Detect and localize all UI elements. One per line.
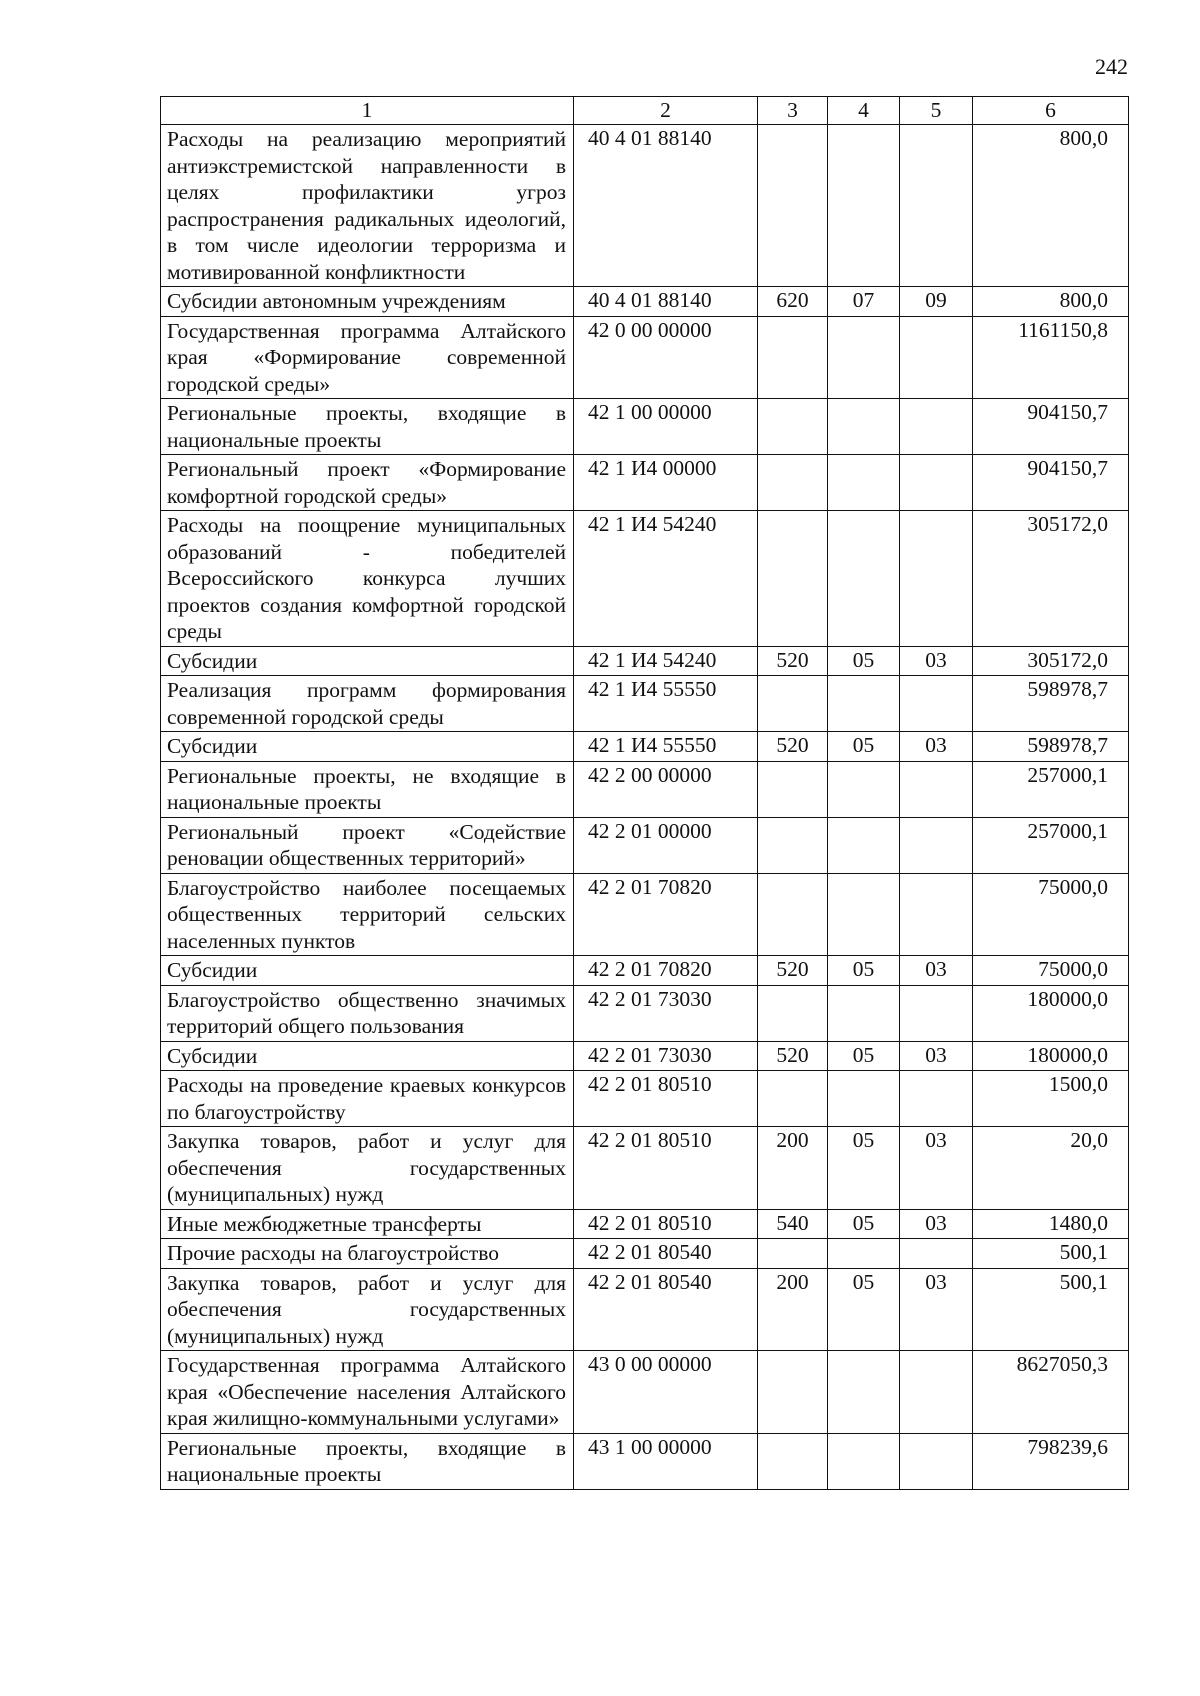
target-code-cell: 43 0 00 00000 [574,1351,758,1434]
subsection-cell: 03 [900,1041,973,1071]
amount-cell: 904150,7 [973,455,1129,511]
item-name-cell: Реализация программ формирования современной городской среды [161,676,574,732]
amount-cell: 257000,1 [973,817,1129,873]
table-row [161,646,1129,676]
amount-cell: 180000,0 [973,985,1129,1041]
target-code-cell: 42 2 00 00000 [574,761,758,817]
subsection-cell [900,873,973,956]
target-code-cell: 42 1 И4 00000 [574,455,758,511]
subsection-cell [900,125,973,287]
subsection-cell: 03 [900,1209,973,1239]
amount-cell: 1480,0 [973,1209,1129,1239]
table-row [161,316,1129,399]
subsection-cell [900,1351,973,1434]
section-cell [828,316,900,399]
target-code-cell: 40 4 01 88140 [574,287,758,317]
subsection-cell: 09 [900,287,973,317]
expense-type-cell [758,455,828,511]
expense-type-cell: 520 [758,732,828,762]
target-code-cell: 42 1 И4 55550 [574,732,758,762]
section-cell [828,1071,900,1127]
item-name-cell: Региональные проекты, входящие в национальные проекты [161,1433,574,1489]
page-number: 242 [1095,54,1128,79]
item-name-cell: Иные межбюджетные трансферты [161,1209,574,1239]
subsection-cell [900,1433,973,1489]
target-code-cell: 42 1 И4 54240 [574,646,758,676]
target-code-cell: 42 2 01 80510 [574,1209,758,1239]
item-name-cell: Расходы на поощрение муниципальных образований - победителей Всероссийского конкурса лучших проектов создания комфортной городской среды [161,511,574,647]
target-code-cell: 43 1 00 00000 [574,1433,758,1489]
header-cell-1: 1 [161,97,574,125]
table-row [161,1268,1129,1351]
header-cell-6: 6 [973,97,1129,125]
subsection-cell [900,817,973,873]
item-name-cell: Закупка товаров, работ и услуг для обеспечения государственных (муниципальных) нужд [161,1268,574,1351]
expense-type-cell: 520 [758,646,828,676]
target-code-cell: 42 2 01 70820 [574,873,758,956]
table-row [161,1209,1129,1239]
item-name-cell: Региональный проект «Содействие реновации общественных территорий» [161,817,574,873]
expense-type-cell [758,761,828,817]
expense-type-cell [758,1433,828,1489]
subsection-cell [900,511,973,647]
item-name-cell: Региональные проекты, не входящие в национальные проекты [161,761,574,817]
subsection-cell [900,985,973,1041]
target-code-cell: 42 1 00 00000 [574,399,758,455]
table-row [161,732,1129,762]
amount-cell: 75000,0 [973,873,1129,956]
item-name-cell: Благоустройство наиболее посещаемых общественных территорий сельских населенных пунктов [161,873,574,956]
table-row [161,287,1129,317]
target-code-cell: 42 2 01 70820 [574,956,758,986]
table-row [161,511,1129,647]
target-code-cell: 42 1 И4 55550 [574,676,758,732]
subsection-cell [900,455,973,511]
amount-cell: 800,0 [973,125,1129,287]
amount-cell: 8627050,3 [973,1351,1129,1434]
section-cell: 05 [828,956,900,986]
section-cell [828,985,900,1041]
amount-cell: 180000,0 [973,1041,1129,1071]
section-cell [828,817,900,873]
amount-cell: 500,1 [973,1239,1129,1269]
header-cell-2: 2 [574,97,758,125]
subsection-cell [900,1071,973,1127]
section-cell [828,511,900,647]
section-cell: 05 [828,1268,900,1351]
amount-cell: 257000,1 [973,761,1129,817]
expense-type-cell: 620 [758,287,828,317]
target-code-cell: 42 2 01 80540 [574,1268,758,1351]
section-cell [828,873,900,956]
expense-type-cell: 200 [758,1268,828,1351]
header-row [161,97,1129,125]
expense-type-cell [758,817,828,873]
amount-cell: 500,1 [973,1268,1129,1351]
target-code-cell: 42 2 01 80510 [574,1127,758,1210]
expense-type-cell: 540 [758,1209,828,1239]
table-row [161,873,1129,956]
expense-type-cell: 520 [758,1041,828,1071]
item-name-cell: Государственная программа Алтайского края «Формирование современной городской среды» [161,316,574,399]
target-code-cell: 42 2 01 73030 [574,1041,758,1071]
expense-type-cell [758,873,828,956]
expense-type-cell: 200 [758,1127,828,1210]
subsection-cell: 03 [900,1127,973,1210]
subsection-cell: 03 [900,646,973,676]
table-row [161,125,1129,287]
table-row [161,817,1129,873]
subsection-cell: 03 [900,956,973,986]
amount-cell: 800,0 [973,287,1129,317]
table-row [161,1071,1129,1127]
table-row [161,676,1129,732]
target-code-cell: 42 2 01 80540 [574,1239,758,1269]
target-code-cell: 42 2 01 80510 [574,1071,758,1127]
amount-cell: 305172,0 [973,646,1129,676]
target-code-cell: 42 2 01 00000 [574,817,758,873]
section-cell [828,455,900,511]
item-name-cell: Закупка товаров, работ и услуг для обеспечения государственных (муниципальных) нужд [161,1127,574,1210]
expense-type-cell [758,676,828,732]
expense-type-cell [758,985,828,1041]
amount-cell: 1500,0 [973,1071,1129,1127]
section-cell: 05 [828,646,900,676]
amount-cell: 1161150,8 [973,316,1129,399]
item-name-cell: Прочие расходы на благоустройство [161,1239,574,1269]
section-cell [828,761,900,817]
section-cell [828,125,900,287]
amount-cell: 598978,7 [973,676,1129,732]
header-cell-4: 4 [828,97,900,125]
table-row [161,399,1129,455]
item-name-cell: Субсидии автономным учреждениям [161,287,574,317]
section-cell: 07 [828,287,900,317]
section-cell [828,1351,900,1434]
section-cell [828,399,900,455]
table-row [161,1127,1129,1210]
item-name-cell: Субсидии [161,956,574,986]
table-row [161,1239,1129,1269]
section-cell [828,676,900,732]
table-row [161,956,1129,986]
expense-type-cell [758,125,828,287]
amount-cell: 75000,0 [973,956,1129,986]
target-code-cell: 42 0 00 00000 [574,316,758,399]
expense-type-cell [758,1351,828,1434]
table-row [161,761,1129,817]
budget-table [160,96,1129,1490]
item-name-cell: Субсидии [161,732,574,762]
section-cell: 05 [828,1209,900,1239]
amount-cell: 598978,7 [973,732,1129,762]
table-row [161,455,1129,511]
expense-type-cell [758,316,828,399]
amount-cell: 904150,7 [973,399,1129,455]
target-code-cell: 42 2 01 73030 [574,985,758,1041]
section-cell: 05 [828,732,900,762]
table-body [161,125,1129,1490]
target-code-cell: 42 1 И4 54240 [574,511,758,647]
item-name-cell: Субсидии [161,646,574,676]
header-cell-5: 5 [900,97,973,125]
expense-type-cell [758,399,828,455]
subsection-cell [900,1239,973,1269]
section-cell [828,1433,900,1489]
header-cell-3: 3 [758,97,828,125]
target-code-cell: 40 4 01 88140 [574,125,758,287]
subsection-cell [900,761,973,817]
expense-type-cell [758,1071,828,1127]
expense-type-cell [758,1239,828,1269]
section-cell [828,1239,900,1269]
table-row [161,1351,1129,1434]
subsection-cell [900,399,973,455]
amount-cell: 305172,0 [973,511,1129,647]
amount-cell: 20,0 [973,1127,1129,1210]
item-name-cell: Государственная программа Алтайского края «Обеспечение населения Алтайского края жилищно-коммунальными услугами» [161,1351,574,1434]
item-name-cell: Благоустройство общественно значимых территорий общего пользования [161,985,574,1041]
item-name-cell: Расходы на реализацию мероприятий антиэкстремистской направленности в целях профилактики угроз распространения радикальных идеологий, в том числе идеологии терроризма и мотивированной конфликтности [161,125,574,287]
subsection-cell [900,676,973,732]
item-name-cell: Региональные проекты, входящие в национальные проекты [161,399,574,455]
expense-type-cell [758,511,828,647]
section-cell: 05 [828,1127,900,1210]
table-row [161,1433,1129,1489]
item-name-cell: Расходы на проведение краевых конкурсов по благоустройству [161,1071,574,1127]
subsection-cell: 03 [900,1268,973,1351]
table-row [161,1041,1129,1071]
table-row [161,985,1129,1041]
item-name-cell: Субсидии [161,1041,574,1071]
subsection-cell [900,316,973,399]
expense-type-cell: 520 [758,956,828,986]
item-name-cell: Региональный проект «Формирование комфортной городской среды» [161,455,574,511]
section-cell: 05 [828,1041,900,1071]
amount-cell: 798239,6 [973,1433,1129,1489]
subsection-cell: 03 [900,732,973,762]
